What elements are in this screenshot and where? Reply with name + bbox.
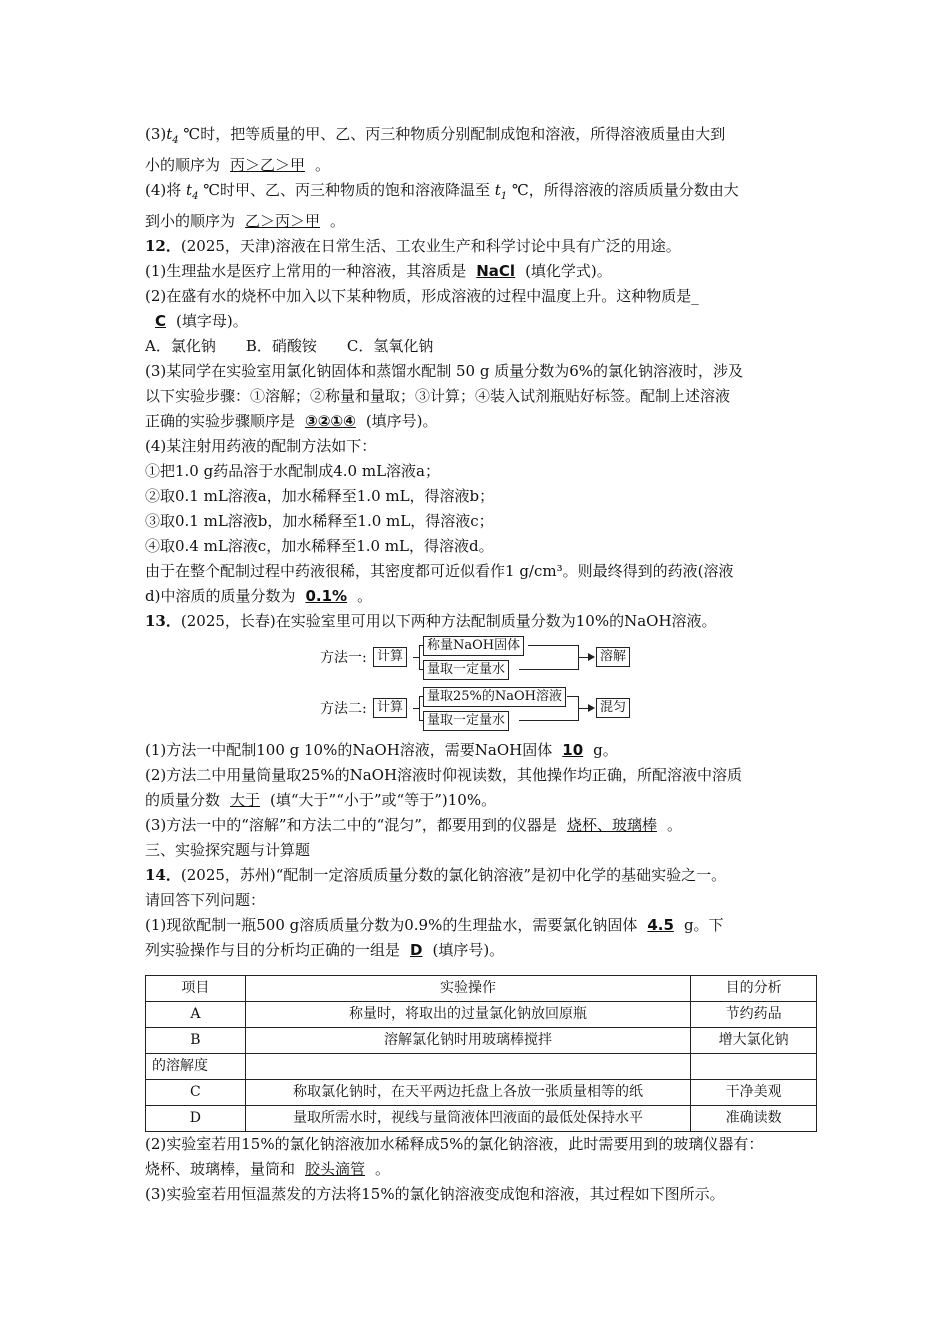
answer-blank: NaCl [476,262,516,280]
method1-dissolve-box: 溶解 [596,647,630,667]
method2-measure-water-box: 量取一定量水 [423,711,509,731]
q13-part1: (1)方法一中配制100 g 10%的NaOH溶液，需要NaOH固体 10 g。 [145,741,618,759]
table-cell: 的溶解度 [146,1054,246,1080]
method2-label: 方法二: [320,701,367,717]
table-cell: 量取所需水时，视线与量筒液体凹液面的最低处保持水平 [245,1106,690,1132]
q13-part3: (3)方法一中的“溶解”和方法二中的“混匀”，都要用到的仪器是 烧杯、玻璃棒 。 [145,816,682,834]
q14-part3: (3)实验室若用恒温蒸发的方法将15%的氯化钠溶液变成饱和溶液，其过程如下图所示。 [145,1185,725,1203]
q12-step3: ③取0.1 mL溶液b，加水稀释至1.0 mL，得溶液c； [145,512,494,530]
method2-mix-box: 混匀 [596,698,630,718]
table-cell: 称量时，将取出的过量氯化钠放回原瓶 [245,1002,690,1028]
q12-step4: ④取0.4 mL溶液c，加水稀释至1.0 mL，得溶液d。 [145,537,494,555]
answer-blank: ③②①④ [305,412,356,430]
q14-stem: 14．(2025，苏州)“配制一定溶质质量分数的氯化钠溶液”是初中化学的基础实验之一。 [145,866,727,884]
table-header-row [146,976,817,1002]
table-row [146,1054,817,1080]
table-cell: 节约药品 [691,1002,817,1028]
table-row [146,1002,817,1028]
table-cell: 称取氯化钠时，在天平两边托盘上各放一张质量相等的纸 [245,1080,690,1106]
table-header: 项目 [146,976,246,1002]
table-header: 实验操作 [245,976,690,1002]
answer-blank: 大于 [230,791,261,809]
answer-blank: D [410,941,423,959]
answer-blank: 0.1% [305,587,348,605]
experiment-table [145,975,817,1132]
method1-label: 方法一: [320,650,367,666]
flow-diagram [145,636,817,736]
q14-part1-line2: 列实验操作与目的分析均正确的一组是 D (填序号)。 [145,941,505,959]
method2-calc-box: 计算 [373,698,407,718]
method1-weigh-box: 称量NaOH固体 [423,636,524,656]
q13-part2-line1: (2)方法二中用量筒量取25%的NaOH溶液时仰视读数，其他操作均正确，所配溶液中溶质 [145,766,743,784]
answer-blank: 烧杯、玻璃棒 [566,816,657,834]
q12-part2-line1: (2)在盛有水的烧杯中加入以下某种物质，形成溶液的过程中温度上升。这种物质是_ [145,287,699,305]
table-header: 目的分析 [691,976,817,1002]
q12-part3-line1: (3)某同学在实验室用氯化钠固体和蒸馏水配制 50 g 质量分数为6%的氯化钠溶液时，涉及 [145,362,744,380]
q14-part2-line2: 烧杯、玻璃棒，量筒和 胶头滴管 。 [145,1160,391,1178]
method1-measure-box: 量取一定量水 [423,660,509,680]
q13-part2-line2: 的质量分数 大于 (填“大于”“小于”或“等于”)10%。 [145,791,497,809]
q14-stem2: 请回答下列问题： [145,891,266,909]
method2-measure-solution-box: 量取25%的NaOH溶液 [423,687,566,707]
table-row [146,1106,817,1132]
q12-part4-intro: (4)某注射用药液的配制方法如下： [145,437,377,455]
table-cell [691,1054,817,1080]
answer-blank: 丙＞乙＞甲 [230,156,306,174]
table-cell [245,1054,690,1080]
section-heading: 三、实验探究题与计算题 [145,841,311,859]
q12-part2-line2: C (填字母)。 [145,309,817,334]
q12-options: A．氯化钠 B．硝酸铵 C．氢氧化钠 [145,337,434,355]
q11-part4-line1: (4)将 $t_4$ ℃时甲、乙、丙三种物质的饱和溶液降温至 $t_1$ ℃，所得溶液的溶质质量分数由大 [145,181,739,202]
table-cell: 准确读数 [691,1106,817,1132]
answer-blank: 胶头滴管 [305,1160,366,1178]
q14-part2-line1: (2)实验室若用15%的氯化钠溶液加水稀释成5%的氯化钠溶液，此时需要用到的玻璃仪器有： [145,1135,764,1153]
table-cell: D [146,1106,246,1132]
table-cell: 干净美观 [691,1080,817,1106]
table-cell: C [146,1080,246,1106]
q12-part4-line2: d)中溶质的质量分数为 0.1% 。 [145,587,373,605]
table-row [146,1080,817,1106]
answer-blank: 4.5 [647,916,674,934]
q11-part3-line1: $(3)t_4$ ℃时，把等质量的甲、乙、丙三种物质分别配制成饱和溶液，所得溶液质量由大到 [145,125,726,146]
q12-step2: ②取0.1 mL溶液a，加水稀释至1.0 mL，得溶液b； [145,487,495,505]
table-cell: 溶解氯化钠时用玻璃棒搅拌 [245,1028,690,1054]
q11-part3-line2: 小的顺序为 丙＞乙＞甲 。 [145,156,331,174]
document-page [145,122,817,1207]
q12-part3-line2: 以下实验步骤：①溶解；②称量和量取；③计算；④装入试剂瓶贴好标签。配制上述溶液 [145,387,731,405]
table-cell: B [146,1028,246,1054]
table-cell: 增大氯化钠 [691,1028,817,1054]
q12-part3-line3: 正确的实验步骤顺序是 ③②①④ (填序号)。 [145,412,438,430]
q11-part4-line2: 到小的顺序为 乙＞丙＞甲 。 [145,212,346,230]
q12-part1: (1)生理盐水是医疗上常用的一种溶液，其溶质是 NaCl (填化学式)。 [145,262,612,280]
table-cell: A [146,1002,246,1028]
method1-calc-box: 计算 [373,647,407,667]
q14-part1-line1: (1)现欲配制一瓶500 g溶质质量分数为0.9%的生理盐水，需要氯化钠固体 4.5 g。下 [145,916,724,934]
table-row [146,1028,817,1054]
q12-step1: ①把1.0 g药品溶于水配制成4.0 mL溶液a； [145,462,440,480]
answer-blank: 10 [562,741,584,759]
q13-stem: 13．(2025，长春)在实验室里可用以下两种方法配制质量分数为10%的NaOH溶液。 [145,612,717,630]
q12-stem: 12．(2025，天津)溶液在日常生活、工农业生产和科学讨论中具有广泛的用途。 [145,237,681,255]
q12-part4-line1: 由于在整个配制过程中药液很稀，其密度都可近似看作1 g/cm³。则最终得到的药液(溶液 [145,562,734,580]
answer-blank: C [155,312,167,330]
answer-blank: 乙＞丙＞甲 [245,212,321,230]
